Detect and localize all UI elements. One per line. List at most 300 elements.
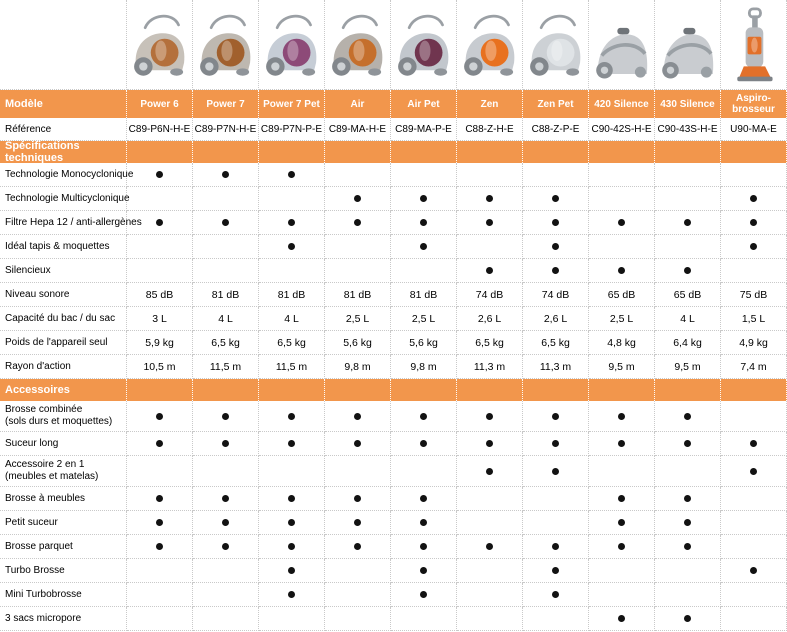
value-cell: 6,5 kg xyxy=(259,331,325,355)
product-image-power-7[interactable] xyxy=(193,0,259,90)
feature-dot xyxy=(486,219,493,226)
feature-cell xyxy=(721,187,787,211)
feature-cell xyxy=(523,456,589,487)
feature-cell xyxy=(655,235,721,259)
table-row-suceur-long xyxy=(0,432,787,456)
feature-cell xyxy=(193,487,259,511)
product-image-zen[interactable] xyxy=(457,0,523,90)
feature-dot xyxy=(222,219,229,226)
row-label-line1: 3 sacs micropore xyxy=(5,612,82,624)
feature-cell xyxy=(391,187,457,211)
section-bar-cell xyxy=(457,379,523,401)
section-title: Spécifications techniques xyxy=(0,141,127,163)
value-cell: 2,5 L xyxy=(589,307,655,331)
section-bar-cell xyxy=(589,379,655,401)
feature-cell xyxy=(589,401,655,432)
feature-dot xyxy=(684,267,691,274)
feature-dot xyxy=(486,468,493,475)
value-cell: 5,6 kg xyxy=(325,331,391,355)
feature-dot xyxy=(618,440,625,447)
row-label xyxy=(0,235,127,259)
row-label-text xyxy=(5,589,82,601)
value-cell: 9,8 m xyxy=(325,355,391,379)
section-bar-cell xyxy=(523,379,589,401)
feature-cell xyxy=(193,583,259,607)
section-bar-cell xyxy=(259,141,325,163)
value-cell: 7,4 m xyxy=(721,355,787,379)
feature-cell xyxy=(721,432,787,456)
feature-cell xyxy=(589,456,655,487)
feature-dot xyxy=(156,440,163,447)
row-label-text xyxy=(5,541,73,553)
feature-cell xyxy=(721,487,787,511)
section-bar-cell xyxy=(523,141,589,163)
feature-dot xyxy=(618,219,625,226)
feature-cell xyxy=(259,511,325,535)
feature-cell xyxy=(523,535,589,559)
reference-value: C88-Z-H-E xyxy=(457,118,523,141)
table-row-3-sacs-micropore xyxy=(0,607,787,631)
feature-cell xyxy=(523,432,589,456)
row-label-line1: Turbo Brosse xyxy=(5,564,65,576)
feature-dot xyxy=(420,195,427,202)
feature-cell xyxy=(193,235,259,259)
section-bar-cell xyxy=(127,379,193,401)
feature-dot xyxy=(684,495,691,502)
feature-dot xyxy=(156,413,163,420)
feature-cell xyxy=(721,607,787,631)
feature-cell xyxy=(127,535,193,559)
feature-dot xyxy=(552,591,559,598)
row-label xyxy=(0,355,127,379)
row-label-line1: Petit suceur xyxy=(5,516,58,528)
row-label-line1: Filtre Hepa 12 / anti-allergènes xyxy=(5,216,142,228)
row-label-line1: Suceur long xyxy=(5,437,59,449)
row-label xyxy=(0,511,127,535)
feature-cell xyxy=(655,487,721,511)
row-label xyxy=(0,163,134,187)
feature-dot xyxy=(750,195,757,202)
table-row-capacit-du-bac-du-sac xyxy=(0,307,787,331)
row-label-line1: Capacité du bac / du sac xyxy=(5,312,116,324)
section-bar-cell xyxy=(193,141,259,163)
feature-cell xyxy=(721,583,787,607)
feature-cell xyxy=(193,211,259,235)
feature-dot xyxy=(552,267,559,274)
value-cell: 9,5 m xyxy=(589,355,655,379)
feature-cell xyxy=(655,535,721,559)
reference-row xyxy=(0,118,787,141)
value-cell: 6,5 kg xyxy=(523,331,589,355)
feature-cell xyxy=(655,511,721,535)
feature-cell xyxy=(589,235,655,259)
feature-dot xyxy=(552,543,559,550)
reference-value: C89-P6N-H-E xyxy=(127,118,193,141)
value-cell: 4 L xyxy=(655,307,721,331)
model-header-air-pet[interactable]: Air Pet xyxy=(391,90,457,118)
row-label xyxy=(0,559,127,583)
value-cell: 9,8 m xyxy=(391,355,457,379)
feature-cell xyxy=(259,432,325,456)
row-label-text xyxy=(5,517,58,529)
feature-cell xyxy=(127,607,193,631)
row-label-line1: Technologie Multicyclonique xyxy=(5,192,130,204)
feature-dot xyxy=(420,519,427,526)
row-label-line1: Poids de l'appareil seul xyxy=(5,336,108,348)
feature-dot xyxy=(420,243,427,250)
section-bar-cell xyxy=(391,141,457,163)
feature-dot xyxy=(354,543,361,550)
feature-dot xyxy=(618,519,625,526)
feature-cell xyxy=(325,163,391,187)
reference-value: U90-MA-E xyxy=(721,118,787,141)
model-header-430-silence[interactable]: 430 Silence xyxy=(655,90,721,118)
model-header-row xyxy=(0,90,787,118)
row-label-line2: (sols durs et moquettes) xyxy=(5,416,113,427)
product-image-power-6[interactable] xyxy=(127,0,193,90)
model-header-420-silence[interactable]: 420 Silence xyxy=(589,90,655,118)
feature-cell xyxy=(127,456,193,487)
feature-dot xyxy=(618,543,625,550)
feature-dot xyxy=(222,543,229,550)
model-header-zen-pet[interactable]: Zen Pet xyxy=(523,90,589,118)
feature-cell xyxy=(589,559,655,583)
feature-dot xyxy=(684,413,691,420)
reference-value: C89-P7N-P-E xyxy=(259,118,325,141)
table-row-technologie-monocyclonique xyxy=(0,163,787,187)
feature-cell xyxy=(325,211,391,235)
feature-cell xyxy=(589,211,655,235)
feature-cell xyxy=(259,163,325,187)
feature-dot xyxy=(684,615,691,622)
model-header-zen[interactable]: Zen xyxy=(457,90,523,118)
feature-cell xyxy=(391,511,457,535)
product-image-430-silence[interactable] xyxy=(655,0,721,90)
model-header-power-6[interactable]: Power 6 xyxy=(127,90,193,118)
table-row-mini-turbobrosse xyxy=(0,583,787,607)
row-label-line1: Silencieux xyxy=(5,264,51,276)
feature-dot xyxy=(552,440,559,447)
value-cell: 4 L xyxy=(259,307,325,331)
canister-vacuum-icon xyxy=(262,11,322,85)
section-bar-accessoires xyxy=(0,379,787,401)
feature-cell xyxy=(259,607,325,631)
feature-dot xyxy=(354,519,361,526)
feature-cell xyxy=(325,259,391,283)
feature-cell xyxy=(457,583,523,607)
feature-cell xyxy=(523,511,589,535)
row-label xyxy=(0,535,127,559)
table-row-filtre-hepa-12-anti-allerg-nes xyxy=(0,211,787,235)
row-label-text xyxy=(5,613,81,625)
feature-cell xyxy=(391,211,457,235)
row-label xyxy=(0,331,127,355)
value-cell: 4,8 kg xyxy=(589,331,655,355)
feature-dot xyxy=(486,440,493,447)
row-label-text xyxy=(5,217,142,229)
row-label-line1: Niveau sonore xyxy=(5,288,70,300)
row-label xyxy=(0,456,127,487)
row-label-text xyxy=(5,459,98,483)
feature-cell xyxy=(457,235,523,259)
section-bar-cell xyxy=(325,379,391,401)
section-bar-cell xyxy=(325,141,391,163)
feature-cell xyxy=(127,583,193,607)
feature-cell xyxy=(655,187,721,211)
feature-dot xyxy=(684,519,691,526)
feature-cell xyxy=(721,163,787,187)
feature-cell xyxy=(325,559,391,583)
feature-cell xyxy=(655,211,721,235)
feature-cell xyxy=(391,432,457,456)
model-header-power-7-pet[interactable]: Power 7 Pet xyxy=(259,90,325,118)
feature-cell xyxy=(457,511,523,535)
feature-cell xyxy=(127,187,193,211)
feature-cell xyxy=(259,187,325,211)
row-label-text xyxy=(5,493,85,505)
reference-value: C89-MA-H-E xyxy=(325,118,391,141)
feature-cell xyxy=(457,187,523,211)
product-image-power-7-pet[interactable] xyxy=(259,0,325,90)
feature-cell xyxy=(193,511,259,535)
feature-cell xyxy=(193,187,259,211)
feature-dot xyxy=(420,591,427,598)
value-cell: 3 L xyxy=(127,307,193,331)
reference-value: C89-P7N-H-E xyxy=(193,118,259,141)
row-label-line1: Brosse combinée xyxy=(5,404,83,415)
feature-cell xyxy=(259,211,325,235)
feature-cell xyxy=(589,511,655,535)
feature-cell xyxy=(523,607,589,631)
table-row-id-al-tapis-moquettes xyxy=(0,235,787,259)
model-header-air[interactable]: Air xyxy=(325,90,391,118)
feature-cell xyxy=(721,259,787,283)
feature-dot xyxy=(750,567,757,574)
feature-cell xyxy=(259,401,325,432)
feature-dot xyxy=(222,519,229,526)
feature-dot xyxy=(156,495,163,502)
value-cell: 1,5 L xyxy=(721,307,787,331)
section-title: Accessoires xyxy=(0,379,127,401)
feature-dot xyxy=(156,519,163,526)
model-header-power-7[interactable]: Power 7 xyxy=(193,90,259,118)
feature-cell xyxy=(193,456,259,487)
row-label-text xyxy=(5,404,112,428)
feature-cell xyxy=(721,211,787,235)
model-header-aspiro-brosseur[interactable]: Aspiro-brosseur xyxy=(721,90,787,118)
canister-vacuum-icon xyxy=(130,11,190,85)
feature-cell xyxy=(655,583,721,607)
feature-cell xyxy=(127,401,193,432)
row-label-text xyxy=(5,361,71,373)
canister-vacuum-icon xyxy=(394,11,454,85)
feature-cell xyxy=(193,163,259,187)
feature-cell xyxy=(457,487,523,511)
row-label-line1: Brosse parquet xyxy=(5,540,73,552)
feature-cell xyxy=(127,235,193,259)
feature-cell xyxy=(523,187,589,211)
value-cell: 11,5 m xyxy=(259,355,325,379)
value-cell: 11,5 m xyxy=(193,355,259,379)
feature-cell xyxy=(127,259,193,283)
value-cell: 11,3 m xyxy=(457,355,523,379)
reference-row-label: Référence xyxy=(0,118,127,141)
row-label-line1: Idéal tapis & moquettes xyxy=(5,240,110,252)
reference-value: C90-42S-H-E xyxy=(589,118,655,141)
feature-cell xyxy=(589,535,655,559)
product-image-zen-pet[interactable] xyxy=(523,0,589,90)
feature-cell xyxy=(193,432,259,456)
feature-cell xyxy=(325,511,391,535)
table-row-poids-de-l-appareil-seul xyxy=(0,331,787,355)
feature-dot xyxy=(552,413,559,420)
feature-dot xyxy=(354,219,361,226)
value-cell: 81 dB xyxy=(193,283,259,307)
table-row-brosse-meubles xyxy=(0,487,787,511)
row-label-text xyxy=(5,289,69,301)
feature-dot xyxy=(222,171,229,178)
row-label-text xyxy=(5,313,115,325)
feature-dot xyxy=(420,567,427,574)
feature-cell xyxy=(259,535,325,559)
value-cell: 10,5 m xyxy=(127,355,193,379)
product-images-row xyxy=(0,0,787,90)
value-cell: 9,5 m xyxy=(655,355,721,379)
feature-cell xyxy=(523,259,589,283)
row-label xyxy=(0,187,130,211)
canister-vacuum-icon xyxy=(196,11,256,85)
feature-cell xyxy=(457,211,523,235)
feature-dot xyxy=(750,440,757,447)
feature-cell xyxy=(589,583,655,607)
row-label-text xyxy=(5,438,58,450)
row-label xyxy=(0,211,142,235)
feature-cell xyxy=(325,187,391,211)
value-cell: 6,4 kg xyxy=(655,331,721,355)
upright-vacuum-icon xyxy=(731,7,777,85)
product-image-air[interactable] xyxy=(325,0,391,90)
value-cell: 74 dB xyxy=(457,283,523,307)
row-label xyxy=(0,401,127,432)
feature-cell xyxy=(391,259,457,283)
feature-dot xyxy=(288,591,295,598)
feature-cell xyxy=(259,235,325,259)
value-cell: 74 dB xyxy=(523,283,589,307)
section-bar-cell xyxy=(589,141,655,163)
feature-cell xyxy=(325,607,391,631)
value-cell: 4,9 kg xyxy=(721,331,787,355)
product-image-air-pet[interactable] xyxy=(391,0,457,90)
feature-dot xyxy=(684,440,691,447)
feature-cell xyxy=(325,235,391,259)
value-cell: 81 dB xyxy=(259,283,325,307)
row-label-line1: Brosse à meubles xyxy=(5,492,86,504)
feature-dot xyxy=(486,413,493,420)
feature-dot xyxy=(288,519,295,526)
table-row-technologie-multicyclonique xyxy=(0,187,787,211)
feature-dot xyxy=(618,267,625,274)
product-image-aspiro-brosseur[interactable] xyxy=(721,0,787,90)
feature-cell xyxy=(589,259,655,283)
feature-cell xyxy=(655,432,721,456)
value-cell: 65 dB xyxy=(589,283,655,307)
value-cell: 2,5 L xyxy=(391,307,457,331)
table-row-rayon-d-action xyxy=(0,355,787,379)
feature-dot xyxy=(156,543,163,550)
feature-cell xyxy=(325,456,391,487)
feature-dot xyxy=(288,243,295,250)
feature-dot xyxy=(420,413,427,420)
model-row-label: Modèle xyxy=(0,90,127,118)
canister-vacuum-icon xyxy=(592,15,652,85)
feature-cell xyxy=(721,235,787,259)
feature-cell xyxy=(259,259,325,283)
feature-cell xyxy=(457,401,523,432)
canister-vacuum-icon xyxy=(526,11,586,85)
feature-dot xyxy=(288,543,295,550)
value-cell: 5,6 kg xyxy=(391,331,457,355)
section-bar-sp-cifications-techniques xyxy=(0,141,787,163)
reference-value: C89-MA-P-E xyxy=(391,118,457,141)
value-cell: 81 dB xyxy=(391,283,457,307)
section-bar-cell xyxy=(193,379,259,401)
feature-dot xyxy=(288,413,295,420)
feature-cell xyxy=(193,559,259,583)
feature-dot xyxy=(552,567,559,574)
feature-cell xyxy=(655,163,721,187)
feature-dot xyxy=(750,468,757,475)
feature-dot xyxy=(354,413,361,420)
feature-dot xyxy=(420,440,427,447)
value-cell: 75 dB xyxy=(721,283,787,307)
value-cell: 65 dB xyxy=(655,283,721,307)
row-label xyxy=(0,307,127,331)
product-image-420-silence[interactable] xyxy=(589,0,655,90)
value-cell: 11,3 m xyxy=(523,355,589,379)
feature-cell xyxy=(325,535,391,559)
feature-dot xyxy=(288,440,295,447)
feature-dot xyxy=(288,567,295,574)
feature-cell xyxy=(457,456,523,487)
feature-cell xyxy=(655,456,721,487)
feature-cell xyxy=(721,559,787,583)
feature-dot xyxy=(354,195,361,202)
value-cell: 2,5 L xyxy=(325,307,391,331)
feature-cell xyxy=(523,487,589,511)
feature-cell xyxy=(589,432,655,456)
feature-dot xyxy=(486,267,493,274)
feature-dot xyxy=(420,219,427,226)
table-row-silencieux xyxy=(0,259,787,283)
feature-cell xyxy=(589,187,655,211)
reference-value: C88-Z-P-E xyxy=(523,118,589,141)
feature-cell xyxy=(193,607,259,631)
section-bar-cell xyxy=(259,379,325,401)
feature-cell xyxy=(655,401,721,432)
feature-cell xyxy=(127,487,193,511)
feature-cell xyxy=(721,401,787,432)
feature-cell xyxy=(259,456,325,487)
feature-dot xyxy=(552,468,559,475)
feature-cell xyxy=(193,535,259,559)
feature-cell xyxy=(127,211,193,235)
feature-dot xyxy=(618,615,625,622)
row-label-line1: Rayon d'action xyxy=(5,360,71,372)
row-label xyxy=(0,583,127,607)
feature-cell xyxy=(259,487,325,511)
feature-dot xyxy=(222,495,229,502)
feature-cell xyxy=(655,559,721,583)
